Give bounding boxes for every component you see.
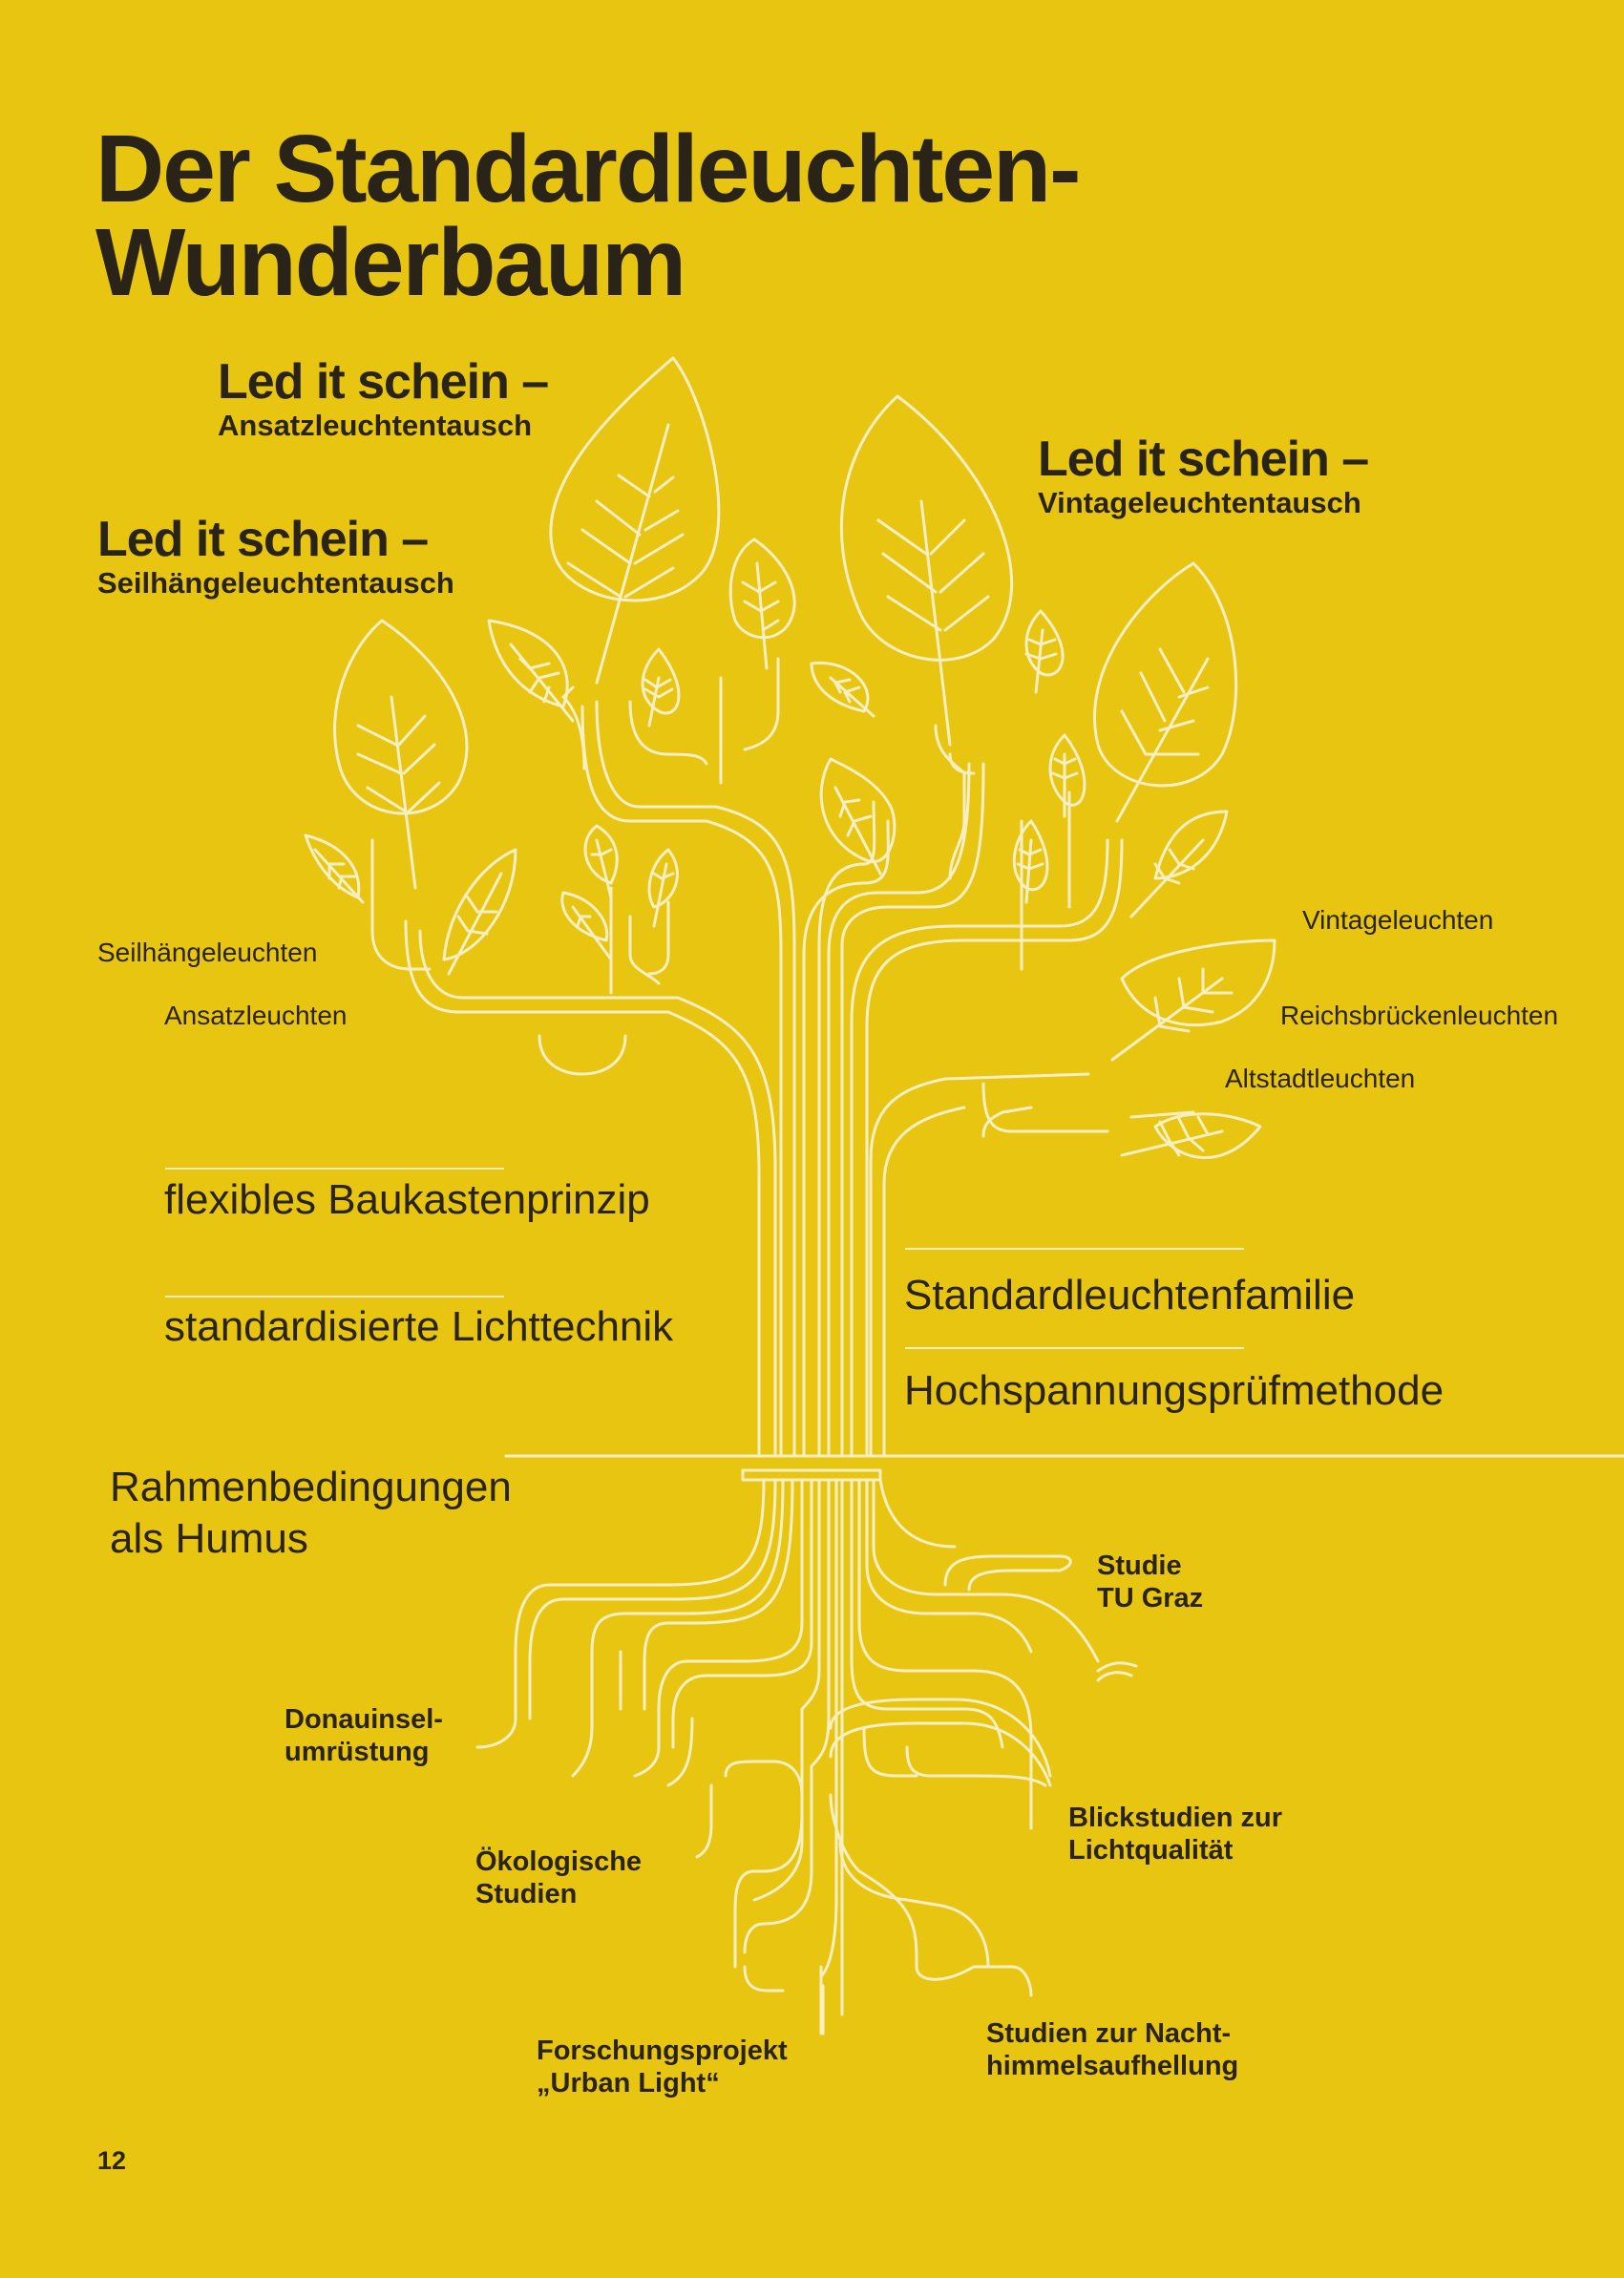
root-label-oekologische-studien-line-2: Studien [475, 1879, 578, 1909]
slogan-seilhaenge-main: Led it schein – [97, 512, 429, 567]
slogan-seilhaenge-sub: Seilhängeleuchtentausch [97, 566, 454, 601]
label-seilhaengeleuchten: Seilhängeleuchten [97, 938, 318, 967]
root-label-blickstudien-line-1: Blickstudien zur [1068, 1803, 1282, 1833]
root-label-donauinsel-line-2: umrüstung [285, 1737, 430, 1767]
slogan-ansatz-main: Led it schein – [218, 354, 549, 410]
divider-4 [905, 1347, 1244, 1349]
page-title-line-1: Der Standardleuchten- [95, 116, 1080, 222]
slogan-ansatz [218, 355, 548, 442]
root-label-tu-graz-line-1: Studie [1097, 1550, 1182, 1581]
label-hochspannungspruefmethode: Hochspannungsprüfmethode [904, 1367, 1445, 1414]
root-label-nachthimmel [986, 2017, 1238, 2082]
root-label-nachthimmel-line-2: himmelsaufhellung [986, 2051, 1239, 2081]
root-label-oekologische-studien [475, 1846, 642, 1910]
divider-2 [165, 1296, 504, 1297]
label-vintageleuchten: Vintageleuchten [1302, 905, 1494, 935]
divider-1 [165, 1168, 504, 1170]
root-label-urban-light-line-1: Forschungsprojekt [537, 2035, 788, 2066]
page-number: 12 [97, 2146, 127, 2175]
label-standardleuchtenfamilie: Standardleuchtenfamilie [904, 1272, 1356, 1318]
root-label-tu-graz-line-2: TU Graz [1097, 1583, 1204, 1614]
label-flexibles-baukastenprinzip: flexibles Baukastenprinzip [164, 1176, 650, 1223]
root-label-urban-light [537, 2035, 788, 2099]
root-label-nachthimmel-line-1: Studien zur Nacht- [986, 2018, 1232, 2049]
slogan-ansatz-sub: Ansatzleuchtentausch [218, 409, 533, 443]
label-rahmenbedingungen-line-1: Rahmenbedingungen [110, 1464, 512, 1510]
page-title-line-2: Wunderbaum [95, 209, 685, 316]
slogan-vintage-main: Led it schein – [1038, 432, 1369, 487]
root-label-blickstudien-line-2: Lichtqualität [1068, 1835, 1234, 1866]
slogan-vintage-sub: Vintageleuchtentausch [1038, 486, 1361, 520]
label-ansatzleuchten: Ansatzleuchten [164, 1001, 348, 1030]
root-label-donauinsel [285, 1703, 443, 1768]
label-rahmenbedingungen [110, 1462, 512, 1565]
slogan-vintage [1038, 432, 1368, 519]
slogan-seilhaenge [97, 513, 454, 600]
label-altstadtleuchten: Altstadtleuchten [1225, 1064, 1416, 1093]
divider-3 [905, 1248, 1244, 1250]
roots [477, 1480, 1136, 2034]
label-reichsbrueckenleuchten: Reichsbrückenleuchten [1280, 1001, 1559, 1030]
root-label-donauinsel-line-1: Donauinsel- [285, 1704, 443, 1735]
root-label-urban-light-line-2: „Urban Light“ [537, 2068, 720, 2099]
root-label-tu-graz [1097, 1550, 1203, 1614]
label-standardisierte-lichttechnik: standardisierte Lichttechnik [164, 1303, 674, 1350]
label-rahmenbedingungen-line-2: als Humus [110, 1515, 308, 1562]
page-title [95, 116, 1080, 316]
root-label-blickstudien [1068, 1802, 1282, 1867]
root-label-oekologische-studien-line-1: Ökologische [475, 1846, 643, 1877]
